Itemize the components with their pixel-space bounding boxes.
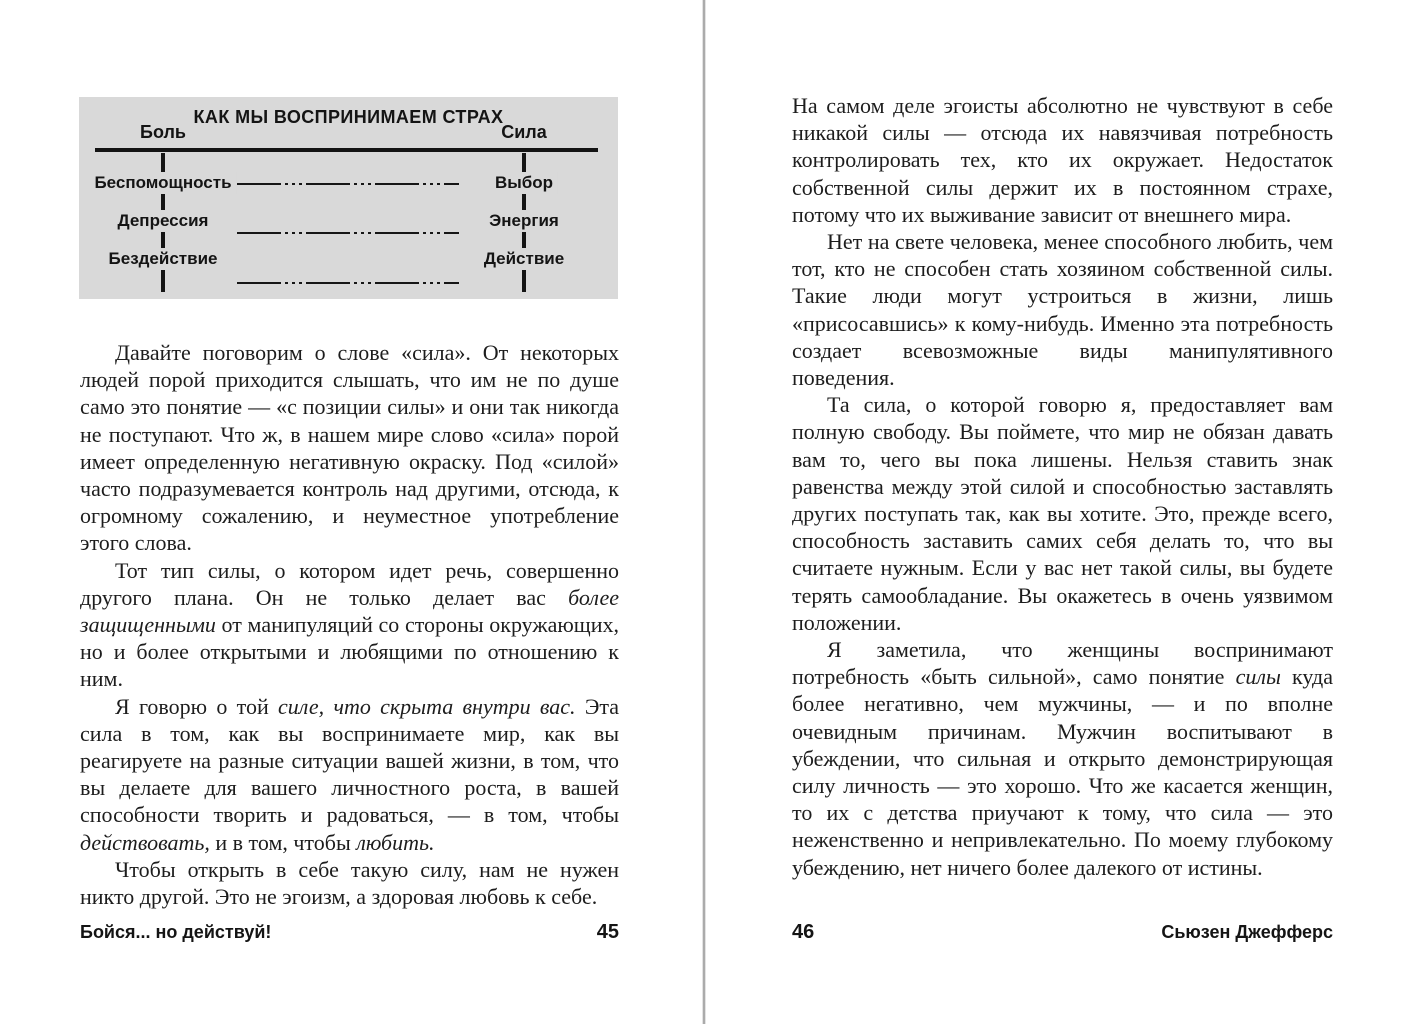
diagram-label-inaction: Бездействие [104, 248, 223, 270]
paragraph: Я говорю о той силе, что скрыта внутри вас. Эта сила в том, как вы воспринимаете мир, как вы реагируете на разные ситуации вашей жизни, в том, что вы делаете для вашего личностного роста, в вашей способности творить и радоваться, — в том, чтобы действовать, и в том, чтобы любить. [80, 693, 620, 855]
paragraph: Я заметила, что женщины воспринимают потребность «быть сильной», само понятие силы куда более негативно, чем мужчины, — и по вполне очевидным причинам. Мужчин воспитывают в убеждении, что сильная и открыто демонстрирующая силу личность — это хорошо. Что же касается женщин, то их с детства приучают к тому, что сила — это неженственно и непривлекательно. По моему глубокому убеждению, нет ничего более далекого от истины. [792, 637, 1333, 880]
paragraph: На самом деле эгоисты абсолютно не чувствуют в себе никакой силы — отсюда их навязчивая потребность контролировать тех, кто их окружает. Недостаток собственной силы держит их в постоянном страхе, потому что их выживание зависит от внешнего мира. [792, 93, 1333, 227]
paragraph: Та сила, о которой говорю я, предоставляет вам полную свободу. Вы поймете, что мир не обязан давать вам то, чего вы пока лишены. Нельзя ставить знак равенства между этой силой и способностью заставлять других поступать так, как вы хотите. Это, прежде всего, способность заставить самих себя делать то, что вы считаете нужным. Если у вас нет такой силы, вы будете терять самообладание. Вы окажетесь в очень уязвимом положении. [792, 392, 1333, 635]
right-page-number: 46 [792, 921, 815, 943]
diagram-dashed-connector [237, 183, 459, 185]
diagram-label-energy: Энергия [484, 210, 564, 232]
page-gutter-divider [703, 0, 705, 1024]
paragraph: Чтобы открыть в себе такую силу, нам не нужен никто другой. Это не эгоизм, а здоровая любовь к себе. [80, 856, 619, 910]
running-author-name: Сьюзен Джефферс [1161, 922, 1333, 942]
diagram-dashed-connector [237, 282, 459, 284]
diagram-label-choice: Выбор [490, 172, 558, 194]
diagram-label-depression: Депрессия [113, 210, 214, 232]
paragraph: Тот тип силы, о котором идет речь, совершенно другого плана. Он не только делает вас более защищенными от манипуляций со стороны окружающих, но и более открытыми и любящими по отношению к ним. [80, 557, 619, 692]
diagram-title: КАК МЫ ВОСПРИНИМАЕМ СТРАХ [193, 107, 504, 127]
diagram-column-header-pain: Боль [140, 122, 186, 142]
right-page-footer [792, 921, 1333, 944]
running-book-title: Бойся... но действуй! [80, 922, 272, 942]
paragraph: Нет на свете человека, менее способного любить, чем тот, кто не способен стать хозяином собственной силы. Такие люди могут устроиться в жизни, лишь «присосавшись» к кому-нибудь. Именно эта потребность создает всевозможные виды манипулятивного поведения. [792, 229, 1333, 391]
diagram-label-action: Действие [479, 248, 569, 270]
left-page-footer [80, 921, 619, 944]
left-page-number: 45 [596, 921, 619, 943]
diagram-column-header-power: Сила [501, 122, 547, 142]
diagram-dashed-connector [237, 232, 459, 234]
paragraph: Давайте поговорим о слове «сила». От некоторых людей порой приходится слышать, что им не по душе само это понятие — «с позиции силы» и они так никогда не поступают. Что ж, в нашем мире слово «сила» порой имеет определенную негативную окраску. Под «силой» часто подразумевается контроль над другими, отсюда, к огромному сожалению, и неуместное употребление этого слова. [80, 340, 619, 556]
diagram-label-helplessness: Беспомощность [89, 172, 236, 194]
fear-perception-diagram [79, 97, 618, 299]
left-page-body [80, 339, 619, 910]
diagram-horizontal-rule [95, 148, 598, 152]
right-page-body [792, 92, 1333, 881]
